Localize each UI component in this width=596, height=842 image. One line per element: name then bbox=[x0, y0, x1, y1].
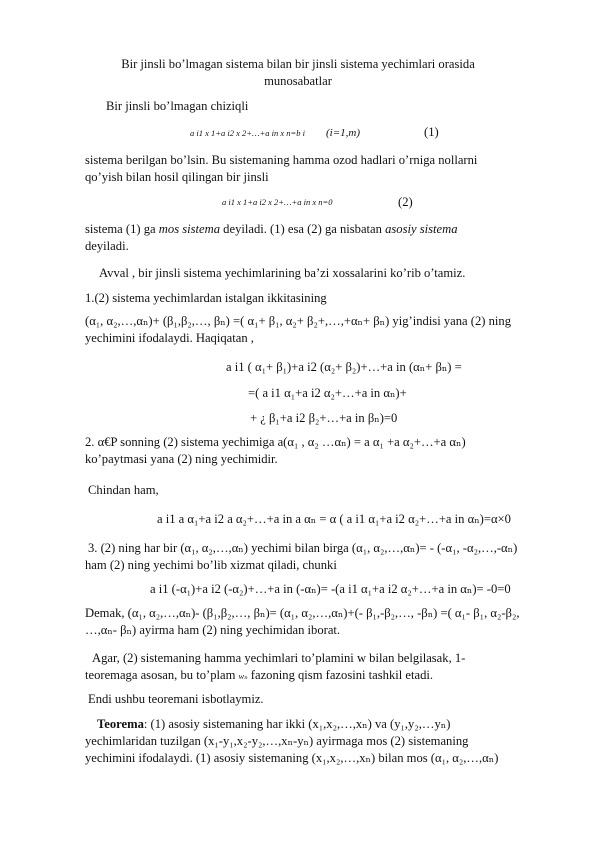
theorem-line-3: yechimini ifodalaydi. (1) asosiy sistemaning (x₁,x₂,…,xₙ) bilan mos (α₁, α₂,…,αₙ) bbox=[85, 751, 499, 765]
paragraph-4-line-1: 1.(2) sistema yechimlardan istalgan ikkitasining bbox=[85, 291, 327, 305]
paragraph-5-line-1: 2. α€P sonning (2) sistema yechimiga a(α₁ , α₂ …αₙ) = a α₁ +a α₂+…+a αₙ) bbox=[85, 435, 466, 449]
theorem-text-1: : (1) asosiy sistemaning har ikki (x₁,x₂,…,xₙ) va (y₁,y₂,…yₙ) bbox=[143, 717, 451, 731]
title-line-1: Bir jinsli bo’lmagan sistema bilan bir jinsli sistema yechimlari orasida bbox=[121, 57, 475, 71]
paragraph-2-line-2: deyiladi. bbox=[85, 239, 129, 253]
equation-4: a i1 a α₁+a i2 a α₂+…+a in a αₙ = α ( a i1 α₁+a i2 α₂+…+a in αₙ)=α×0 bbox=[157, 512, 511, 526]
theorem-line-1 bbox=[97, 716, 450, 732]
equation-2-number: (2) bbox=[398, 195, 413, 209]
paragraph-4-line-3: yechimini ifodalaydi. Haqiqatan , bbox=[85, 331, 254, 345]
paragraph-4-line-2: (α₁, α₂,…,αₙ)+ (β₁,β₂,…, βₙ) =( α₁+ β₁, α₂+ β₂+,…,+αₙ+ βₙ) yig’indisi yana (2) ning bbox=[85, 314, 512, 328]
equation-2 bbox=[222, 193, 333, 210]
equation-1 bbox=[190, 124, 360, 141]
equation-5: a i1 (-α₁)+a i2 (-α₂)+…+a in (-αₙ)= -(a i1 α₁+a i2 α₂+…+a in αₙ)= -0=0 bbox=[150, 582, 511, 596]
paragraph-2-text-a: sistema (1) ga bbox=[85, 222, 159, 236]
theorem-line-2: yechimlaridan tuzilgan (x₁-y₁,x₂-y₂,…,xₙ-yₙ) ayirmaga mos (2) sistemaning bbox=[85, 734, 469, 748]
paragraph-2-line-1 bbox=[85, 221, 458, 237]
paragraph-9-line-1: Agar, (2) sistemaning hamma yechimlari to’plamini w bilan belgilasak, 1- bbox=[92, 651, 466, 665]
paragraph-1-line-1: sistema berilgan bo’lsin. Bu sistemaning hamma ozod hadlari o’rniga nollarni bbox=[85, 153, 478, 167]
paragraph-9-line-2 bbox=[85, 667, 433, 684]
intro-line: Bir jinsli bo’lmagan chiziqli bbox=[106, 99, 249, 113]
paragraph-10: Endi ushbu teoremani isbotlaymiz. bbox=[88, 692, 264, 706]
equation-1-range: (i=1,m) bbox=[326, 127, 361, 139]
term-mos-sistema: mos sistema bbox=[158, 222, 221, 236]
paragraph-2-text-c: deyiladi. (1) esa (2) ga nisbatan bbox=[220, 222, 386, 236]
equation-1-formula: a i1 x 1+a i2 x 2+…+a in x n=b i bbox=[190, 128, 306, 138]
paragraph-1-line-2: qo’yish bilan hosil qilingan bir jinsli bbox=[85, 170, 269, 184]
equation-1-number: (1) bbox=[424, 125, 439, 139]
paragraph-7-line-1: 3. (2) ning har bir (α₁, α₂,…,αₙ) yechimi bilan birga (α₁, α₂,…,αₙ)= - (-α₁, -α₂,…,-αₙ) bbox=[88, 541, 518, 555]
theorem-label: Teorema bbox=[97, 717, 144, 731]
paragraph-9-text-b: fazoning qism fazosini tashkil etadi. bbox=[247, 668, 434, 682]
equation-2-formula: a i1 x 1+a i2 x 2+…+a in x n=0 bbox=[222, 197, 333, 207]
paragraph-7-line-2: ham (2) ning yechimi bo’lib xizmat qiladi, chunki bbox=[85, 558, 337, 572]
paragraph-8-line-2: …,αₙ- βₙ) ayirma ham (2) ning yechimidan iborat. bbox=[85, 623, 341, 637]
symbol-wn: wₙ bbox=[238, 671, 248, 681]
term-asosiy-sistema: asosiy sistema bbox=[385, 222, 458, 236]
paragraph-6: Chindan ham, bbox=[88, 483, 159, 497]
equation-3-line-2: =( a i1 α₁+a i2 α₂+…+a in αₙ)+ bbox=[248, 386, 407, 400]
paragraph-3: Avval , bir jinsli sistema yechimlarining ba’zi xossalarini ko’rib o’tamiz. bbox=[99, 266, 466, 280]
paragraph-8-line-1: Demak, (α₁, α₂,…,αₙ)- (β₁,β₂,…, βₙ)= (α₁, α₂,…,αₙ)+(- β₁,-β₂,…, -βₙ) =( α₁- β₁, α₂-β₂, bbox=[85, 606, 520, 620]
paragraph-5-line-2: ko’paytmasi yana (2) ning yechimidir. bbox=[85, 452, 278, 466]
equation-3-line-3: + ¿ β₁+a i2 β₂+…+a in βₙ)=0 bbox=[250, 411, 398, 425]
equation-3-line-1: a i1 ( α₁+ β₁)+a i2 (α₂+ β₂)+…+a in (αₙ+ βₙ) = bbox=[226, 360, 462, 374]
paragraph-9-text-a: teoremaga asosan, bu to’plam bbox=[85, 668, 239, 682]
title-line-2: munosabatlar bbox=[264, 74, 332, 88]
